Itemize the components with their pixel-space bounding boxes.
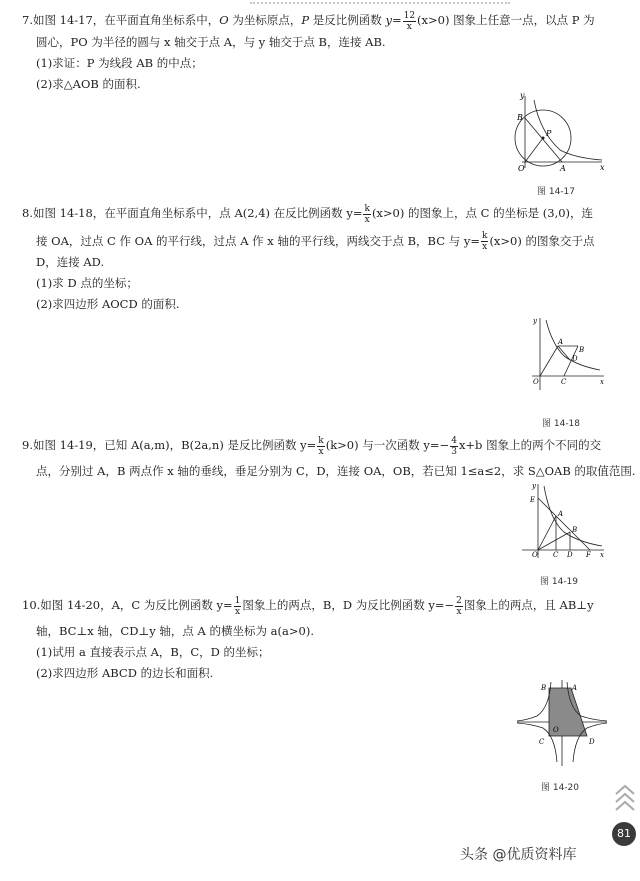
top-dotted-rule <box>250 2 510 8</box>
label-P: P <box>546 129 552 138</box>
problem-10-part-2: (2)求四边形 ABCD 的边长和面积. <box>36 665 214 680</box>
label-y: y <box>520 92 525 100</box>
caption-14-18: 图 14-18 <box>542 419 581 429</box>
label-C: C <box>561 378 567 386</box>
label-B: B <box>541 684 547 692</box>
label-D: D <box>589 738 595 746</box>
figure-14-18 <box>528 314 608 394</box>
fraction: $\frac{1}{x}$ <box>234 595 241 617</box>
problem-7-line-1: 7.如图 14-17，在平面直角坐标系中，O 为坐标原点，P 是反比例函数 y= $\frac{12}{x}$ (x>0) 图象上任意一点，以点 P 为 <box>22 10 595 32</box>
problem-10-line-2: 轴，BC⊥x 轴，CD⊥y 轴，点 A 的横坐标为 a(a>0). <box>36 623 314 638</box>
caption-14-17: 图 14-17 <box>537 187 576 197</box>
caption-14-20: 图 14-20 <box>541 783 580 793</box>
label-A: A <box>560 164 566 172</box>
problem-9-line-2: 点，分别过 A，B 两点作 x 轴的垂线，垂足分别为 C，D，连接 OA，OB，若已知 1≤a≤2，求 S△OAB 的取值范围. <box>36 463 636 478</box>
label-y: y <box>533 317 537 325</box>
label-E: E <box>530 496 536 504</box>
label-C: C <box>539 738 545 746</box>
fraction: $\frac{k}{x}$ <box>481 231 488 252</box>
problem-7-line-2: 圆心，PO 为半径的圆与 x 轴交于点 A，与 y 轴交于点 B，连接 AB. <box>36 34 386 49</box>
fraction: $\frac{4}{3}$ <box>451 435 457 457</box>
label-B: B <box>579 346 585 354</box>
label-D: D <box>572 355 578 363</box>
problem-7-part-2: (2)求△AOB 的面积. <box>36 76 141 91</box>
fraction: $\frac{2}{x}$ <box>456 595 462 617</box>
problem-8-line-1: 8.如图 14-18，在平面直角坐标系中，点 A(2,4) 在反比例函数 y= $\frac{k}{x}$ (x>0) 的图象上，点 C 的坐标是 (3,0)，连 <box>22 203 594 225</box>
problem-8-line-2: 接 OA，过点 C 作 OA 的平行线，过点 A 作 x 轴的平行线，两线交于点 B，BC 与 y= $\frac{k}{x}$ (x>0) 的图象交于点 <box>36 231 595 252</box>
label-x: x <box>600 378 604 386</box>
problem-10-part-1: (1)试用 a 直接表示点 A，B，C，D 的坐标； <box>36 644 270 659</box>
label-D: D <box>567 551 573 559</box>
label-y: y <box>532 482 536 490</box>
problem-8-part-1: (1)求 D 点的坐标； <box>36 276 138 290</box>
problem-9-line-1: 9.如图 14-19，已知 A(a,m)，B(2a,n) 是反比例函数 y= $\frac{k}{x}$ (k>0) 与一次函数 y=− $\frac{4}{3}$ x+b 图象上的两个不同的交 <box>22 435 602 457</box>
problem-10-line-1: 10.如图 14-20，A，C 为反比例函数 y= $\frac{1}{x}$ 图象上的两点，B，D 为反比例函数 y=− $\frac{2}{x}$ 图象上的两点，且 AB⊥y <box>22 595 594 617</box>
problem-7 <box>22 10 612 95</box>
label-O: O <box>518 164 525 172</box>
label-B: B <box>517 113 523 122</box>
label-O: O <box>553 726 559 734</box>
label-C: C <box>553 551 559 559</box>
label-A: A <box>558 510 564 518</box>
label-A: A <box>572 684 578 692</box>
problem-8 <box>22 203 612 315</box>
problem-8-line-3: D，连接 AD. <box>36 255 105 269</box>
figure-14-19 <box>518 480 608 560</box>
problem-8-part-2: (2)求四边形 AOCD 的面积. <box>36 297 180 311</box>
fraction: $\frac{12}{x}$ <box>403 10 416 32</box>
watermark: 头条 @优质资料库 <box>460 847 577 863</box>
fraction: $\frac{k}{x}$ <box>318 435 324 457</box>
caption-14-19: 图 14-19 <box>540 577 579 587</box>
problem-number: 7. <box>22 13 33 27</box>
problem-9 <box>22 435 636 482</box>
chevron-up-icon <box>612 780 638 820</box>
label-F: F <box>586 551 591 559</box>
problem-10 <box>22 595 612 684</box>
label-O: O <box>532 551 538 559</box>
label-A: A <box>558 338 564 346</box>
problem-7-part-1: (1)求证：P 为线段 AB 的中点； <box>36 55 203 70</box>
figure-14-17 <box>510 92 610 172</box>
label-O: O <box>533 378 539 386</box>
page-number-badge: 81 <box>612 822 636 846</box>
label-x: x <box>600 163 605 172</box>
fraction: $\frac{k}{x}$ <box>364 203 370 225</box>
label-x: x <box>600 551 604 559</box>
figure-14-20 <box>515 678 610 768</box>
label-B: B <box>572 526 578 534</box>
